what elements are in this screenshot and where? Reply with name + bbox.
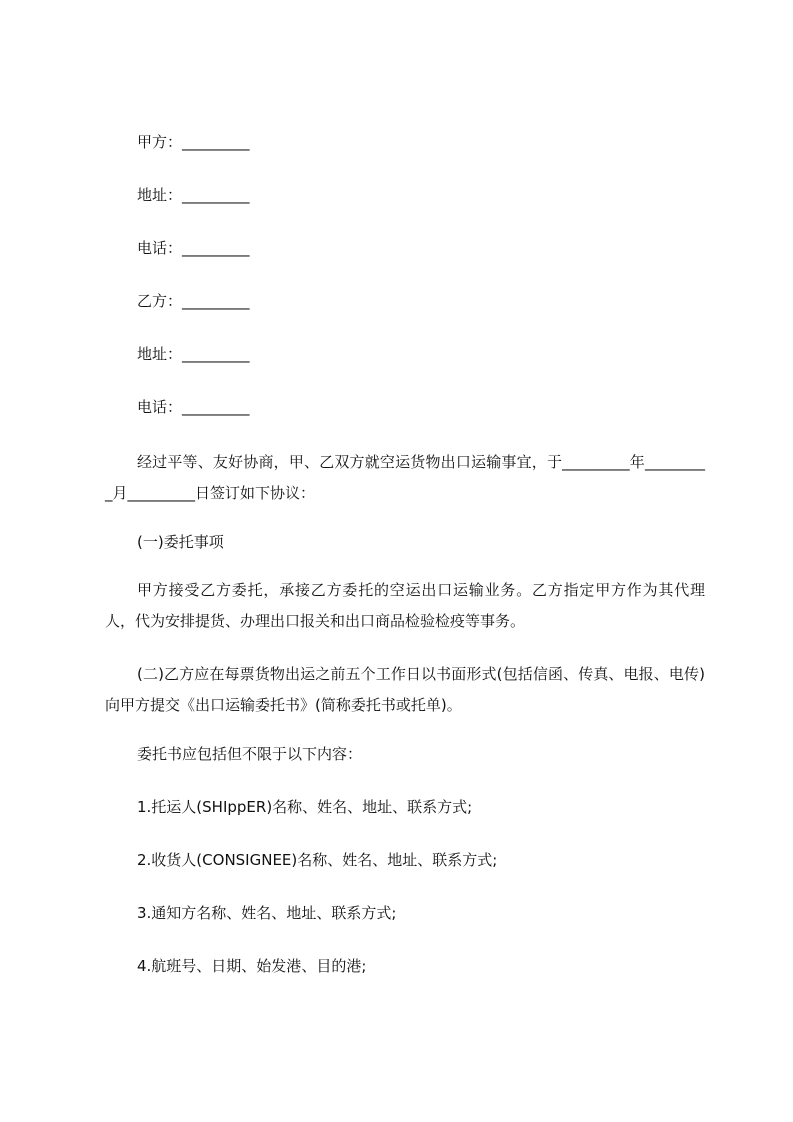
party-a-line: 甲方：_________	[137, 133, 250, 151]
party-b-line: 乙方：_________	[137, 292, 250, 310]
list-item: 4.航班号、日期、始发港、目的港;	[137, 957, 367, 975]
phone-a-line: 电话：_________	[137, 239, 250, 257]
section-1-title: (一)委托事项	[137, 533, 224, 551]
list-intro: 委托书应包括但不限于以下内容：	[137, 745, 363, 763]
address-b-line: 地址：_________	[137, 345, 250, 363]
address-a-line: 地址：_________	[137, 186, 250, 204]
list-item: 1.托运人(SHIppER)名称、姓名、地址、联系方式;	[137, 798, 473, 816]
list-item: 2.收货人(CONSIGNEE)名称、姓名、地址、联系方式;	[137, 851, 498, 869]
phone-b-line: 电话：_________	[137, 398, 250, 416]
section-1-body: 甲方接受乙方委托，承接乙方委托的空运出口运输业务。乙方指定甲方作为其代理人，代为安排提货、办理出口报关和出口商品检验检疫等事务。	[105, 581, 705, 630]
section-2-body: (二)乙方应在每票货物出运之前五个工作日以书面形式(包括信函、传真、电报、电传)向甲方提交《出口运输委托书》(简称委托书或托单)。	[105, 665, 705, 714]
intro-paragraph: 经过平等、友好协商，甲、乙双方就空运货物出口运输事宜，于_________年_________月_________日签订如下协议：	[105, 453, 705, 502]
list-item: 3.通知方名称、姓名、地址、联系方式;	[137, 904, 397, 922]
